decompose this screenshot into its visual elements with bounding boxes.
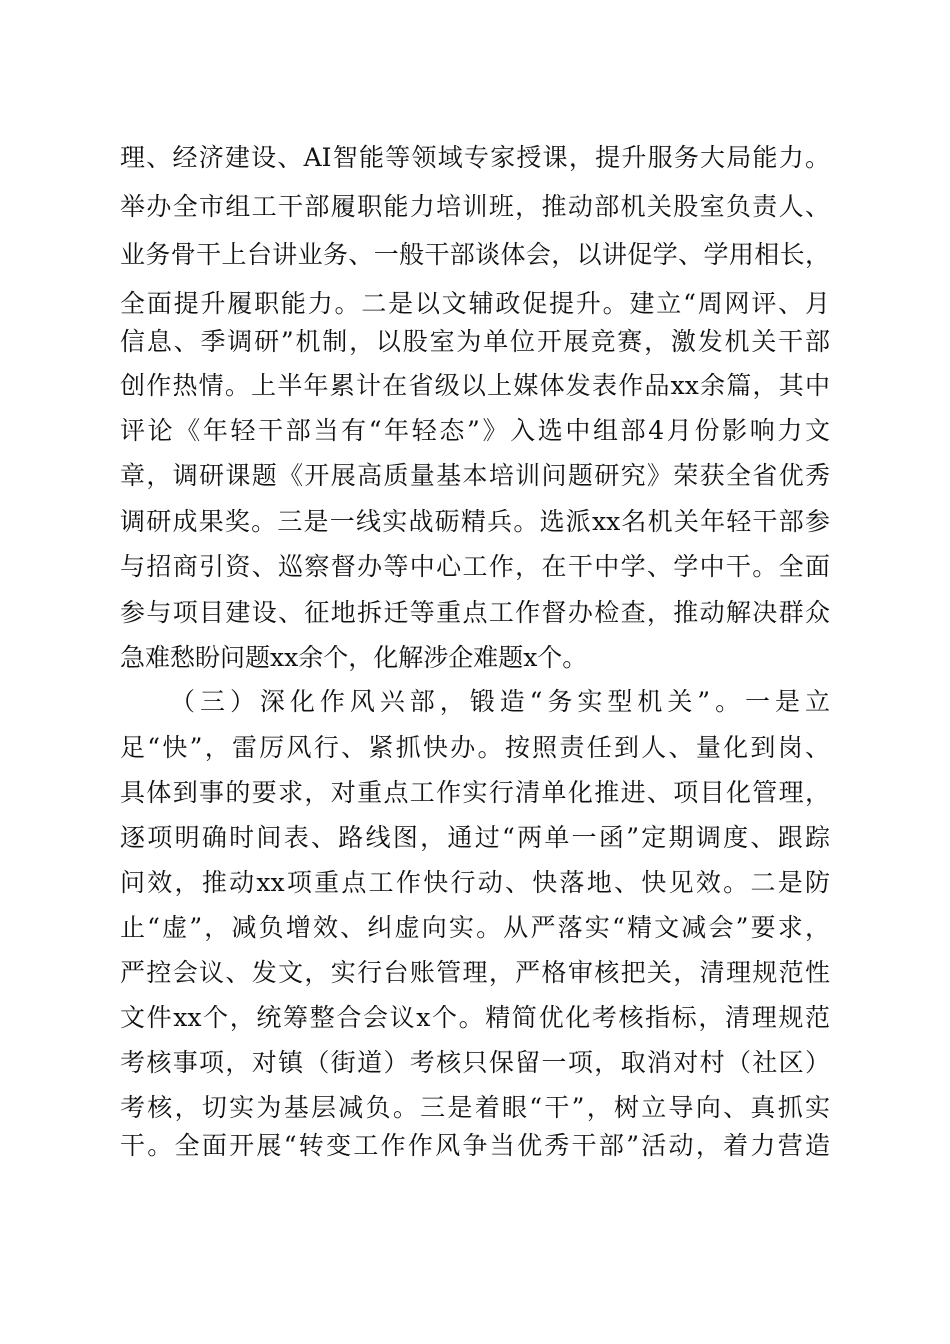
text-line: 业务骨干上台讲业务、一般干部谈体会，以讲促学、学用相长，	[120, 240, 830, 269]
text-line: 问效，推动xx项重点工作快行动、快落地、快见效。二是防	[120, 868, 830, 897]
text-line: 参与项目建设、征地拆迁等重点工作督办检查，推动解决群众	[120, 598, 830, 627]
text-line: 举办全市组工干部履职能力培训班，推动部机关股室负责人、	[120, 192, 830, 221]
text-line: 创作热情。上半年累计在省级以上媒体发表作品xx余篇，其中	[120, 371, 830, 400]
text-line: 与招商引资、巡察督办等中心工作，在干中学、学中干。全面	[120, 552, 830, 581]
text-line: 理、经济建设、AI智能等领域专家授课，提升服务大局能力。	[120, 143, 830, 172]
text-line: 考核，切实为基层减负。三是着眼“干”，树立导向、真抓实	[120, 1093, 830, 1122]
text-line: 章，调研课题《开展高质量基本培训问题研究》荣获全省优秀	[120, 461, 830, 490]
text-line: 干。全面开展“转变工作作风争当优秀干部”活动，着力营造	[120, 1131, 830, 1160]
text-line: 足“快”，雷厉风行、紧抓快办。按照责任到人、量化到岗、	[120, 733, 830, 762]
text-line: 信息、季调研”机制，以股室为单位开展竞赛，激发机关干部	[120, 327, 830, 356]
text-line: 文件xx个，统筹整合会议x个。精简优化考核指标，清理规范	[120, 1003, 830, 1032]
section-heading-line: （三）深化作风兴部，锻造“务实型机关”。一是立	[170, 687, 830, 716]
text-line: 全面提升履职能力。二是以文辅政促提升。建立“周网评、月	[120, 289, 830, 318]
text-line: 具体到事的要求，对重点工作实行清单化推进、项目化管理，	[120, 778, 830, 807]
text-line: 严控会议、发文，实行台账管理，严格审核把关，清理规范性	[120, 958, 830, 987]
text-line: 止“虚”，减负增效、纠虚向实。从严落实“精文减会”要求，	[120, 913, 830, 942]
text-line: 急难愁盼问题xx余个，化解涉企难题x个。	[120, 643, 588, 672]
text-line: 考核事项，对镇（街道）考核只保留一项，取消对村（社区）	[120, 1048, 830, 1077]
text-line: 评论《年轻干部当有“年轻态”》入选中组部4月份影响力文	[120, 416, 830, 445]
text-line: 调研成果奖。三是一线实战砺精兵。选派xx名机关年轻干部参	[120, 507, 830, 536]
text-line: 逐项明确时间表、路线图，通过“两单一函”定期调度、跟踪	[120, 823, 830, 852]
